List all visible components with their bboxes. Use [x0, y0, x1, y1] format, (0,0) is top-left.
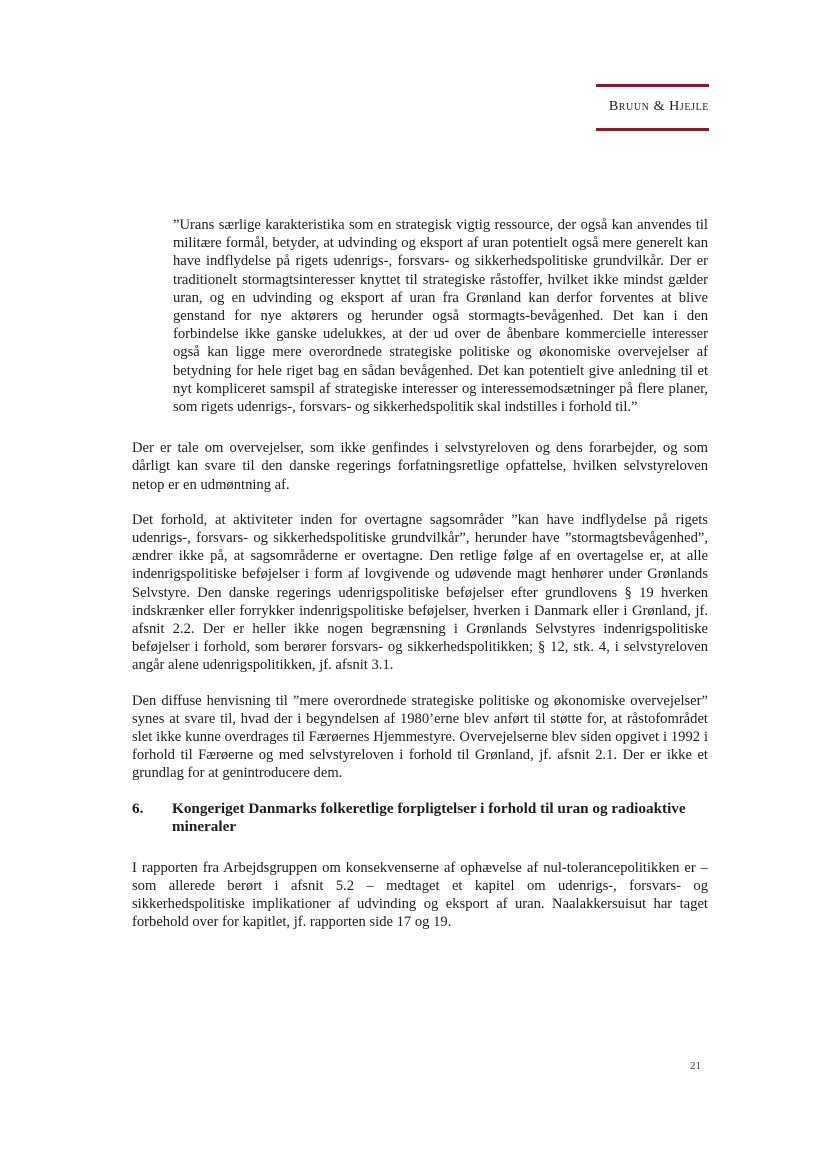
section-heading [132, 800, 708, 837]
block-quote: ”Urans særlige karakteristika som en strategisk vigtig ressource, der også kan anvendes til militære formål, betyder, at udvinding og eksport af uran potentielt også mere generelt kan have indflydelse på rigets udenrigs-, forsvars- og sikkerhedspolitiske grundvilkår. Der er traditionelt stormagtsinteresser knyttet til strategiske råstoffer, hvilket ikke mindst gælder uran, og en udvinding og eksport af uran fra Grønland kan derfor forventes at blive genstand for nye aktørers og herunder også stormagts-bevågenhed. Det kan i den forbindelse ikke ganske udelukkes, at der ud over de åbenbare kommercielle interesser også kan ligge mere overordnede strategiske politiske og økonomiske overvejelser af betydning for hele riget bag en sådan bevågenhed. Det kan potentielt give anledning til et nyt kompliceret samspil af strategiske interesser og interessemodsætninger på flere planer, som rigets udenrigs-, forsvars- og sikkerhedspolitik skal indstilles i forhold til.” [173, 217, 708, 416]
header-rule-bottom [596, 128, 709, 131]
page-content [132, 216, 708, 949]
running-header: Bruun & Hjejle [608, 99, 709, 114]
header-rule-top [596, 84, 709, 87]
page-number: 21 [690, 1060, 701, 1072]
section-number: 6. [132, 799, 144, 817]
section-title: Kongeriget Danmarks folkeretlige forpligtelser i forhold til uran og radioaktive mineraler [172, 799, 686, 836]
paragraph-1: Der er tale om overvejelser, som ikke genfindes i selvstyreloven og dens forarbejder, og som dårligt kan svare til den danske regerings forfatningsretlige opfattelse, hvilken selvstyreloven netop er en udmøntning af. [132, 440, 708, 493]
paragraph-4: I rapporten fra Arbejdsgruppen om konsekvenserne af ophævelse af nul-tolerancepolitikken er – som allerede berørt i afsnit 5.2 – medtaget et kapitel om udenrigs-, forsvars- og sikkerhedspolitiske implikationer af udvinding og eksport af uran. Naalakkersuisut har taget forbehold over for kapitlet, jf. rapporten side 17 og 19. [132, 859, 708, 931]
paragraph-2: Det forhold, at aktiviteter inden for overtagne sagsområder ”kan have indflydelse på rigets udenrigs-, forsvars- og sikkerhedspolitiske grundvilkår”, herunder have ”stormagtsbevågenhed”, ændrer ikke på, at sagsområderne er overtagne. Den retlige følge af en overtagelse er, at alle indenrigspolitiske beføjelser i form af lovgivende og udøvende magt henhører under Grønlands Selvstyre. Den danske regerings udenrigspolitiske beføjelser efter grundlovens § 19 hverken indskrænker eller forrykker indenrigspolitiske beføjelser, hverken i Danmark eller i Grønland, jf. afsnit 2.2. Der er heller ikke nogen begrænsning i Grønlands Selvstyres indenrigspolitiske beføjelser i forhold, som berører forsvars- og sikkerhedspolitikken; § 12, stk. 4, i selvstyreloven angår alene udenrigspolitikken, jf. afsnit 3.1. [132, 511, 708, 674]
paragraph-3: Den diffuse henvisning til ”mere overordnede strategiske politiske og økonomiske overvejelser” synes at svare til, hvad der i begyndelsen af 1980’erne blev anført til støtte for, at råstofområdet slet ikke kunne overdrages til Færøernes Hjemmestyre. Overvejelserne blev siden opgivet i 1992 i forhold til Færøerne og med selvstyreloven i forhold til Grønland, jf. afsnit 2.1. Der er ikke et grundlag for at genintroducere dem. [132, 692, 708, 782]
